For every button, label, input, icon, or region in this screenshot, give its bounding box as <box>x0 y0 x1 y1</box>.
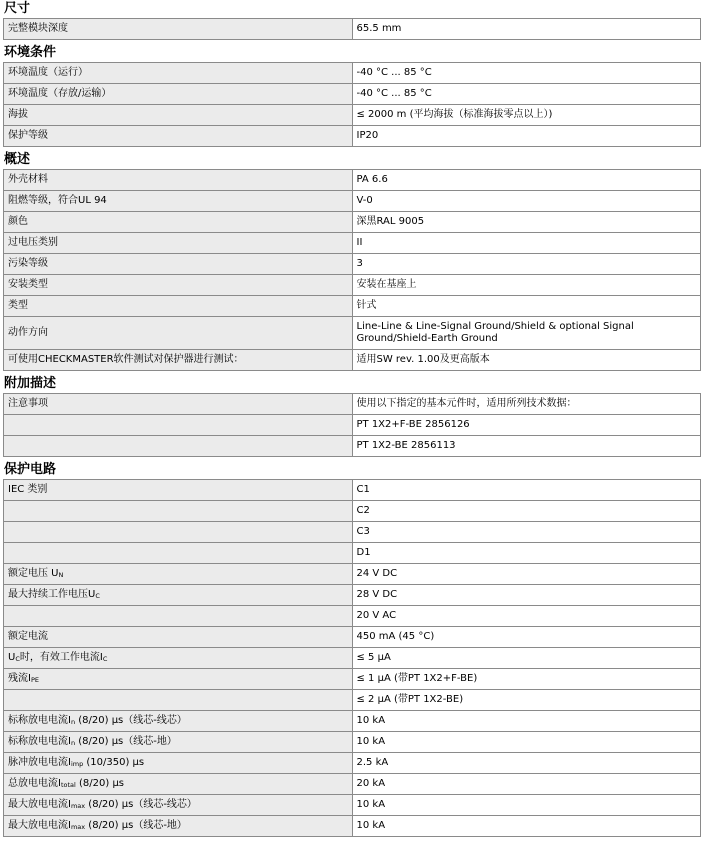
row-value: 2.5 kA <box>352 753 701 774</box>
table-row <box>4 19 701 40</box>
section-title-general: 概述 <box>4 152 31 167</box>
row-label: 保护等级 <box>4 126 353 147</box>
label-text: 标称放电电流I <box>8 714 71 726</box>
table-row <box>4 212 701 233</box>
section-title-dimensions: 尺寸 <box>4 1 31 16</box>
row-label <box>4 522 353 543</box>
label-text-after: (8/20) μs（线芯-地） <box>85 819 187 831</box>
label-subscript: C <box>15 654 20 663</box>
row-value: -40 °C ... 85 °C <box>352 84 701 105</box>
row-label <box>4 436 353 457</box>
table-row <box>4 732 701 753</box>
row-value: II <box>352 233 701 254</box>
table-row <box>4 233 701 254</box>
table-row <box>4 648 701 669</box>
table-row <box>4 296 701 317</box>
table-row <box>4 275 701 296</box>
row-value: PA 6.6 <box>352 170 701 191</box>
row-label <box>4 501 353 522</box>
label-subscript: n <box>70 738 76 747</box>
row-value: Line-Line & Line-Signal Ground/Shield & optional Signal Ground/Shield-Earth Ground <box>352 317 701 350</box>
row-value: C3 <box>352 522 701 543</box>
section-title-environment: 环境条件 <box>4 45 57 60</box>
table-row <box>4 317 701 350</box>
table-row <box>4 585 701 606</box>
row-label <box>4 415 353 436</box>
row-label <box>4 711 353 732</box>
row-value: -40 °C ... 85 °C <box>352 63 701 84</box>
row-label: IEC 类别 <box>4 480 353 501</box>
row-value: 10 kA <box>352 732 701 753</box>
spec-table-environment <box>3 62 701 147</box>
row-label: 过电压类别 <box>4 233 353 254</box>
table-row <box>4 711 701 732</box>
row-label <box>4 543 353 564</box>
label-subscript: n <box>70 717 76 726</box>
label-text: U <box>8 651 16 663</box>
row-value: PT 1X2+F-BE 2856126 <box>352 415 701 436</box>
datasheet-page <box>3 0 703 841</box>
row-label: 污染等级 <box>4 254 353 275</box>
row-label: 完整模块深度 <box>4 19 353 40</box>
row-value: ≤ 2000 m (平均海拔（标准海拔零点以上）) <box>352 105 701 126</box>
row-label <box>4 816 353 837</box>
spec-table-general <box>3 169 701 371</box>
table-row <box>4 627 701 648</box>
row-value: 28 V DC <box>352 585 701 606</box>
label-text-after: (8/20) μs <box>75 777 125 789</box>
table-row <box>4 191 701 212</box>
row-value: V-0 <box>352 191 701 212</box>
table-row <box>4 774 701 795</box>
row-value: 450 mA (45 °C) <box>352 627 701 648</box>
label-text: 最大放电电流I <box>8 819 71 831</box>
table-row <box>4 63 701 84</box>
table-row <box>4 415 701 436</box>
row-label: 环境温度（运行） <box>4 63 353 84</box>
row-value: 深黑RAL 9005 <box>352 212 701 233</box>
row-value: 10 kA <box>352 795 701 816</box>
row-value: 针式 <box>352 296 701 317</box>
row-value: 适用SW rev. 1.00及更高版本 <box>352 350 701 371</box>
table-row <box>4 522 701 543</box>
table-row <box>4 795 701 816</box>
table-row <box>4 564 701 585</box>
table-row <box>4 606 701 627</box>
table-row <box>4 480 701 501</box>
row-value: 65.5 mm <box>352 19 701 40</box>
row-label <box>4 795 353 816</box>
row-label: 阻燃等级，符合UL 94 <box>4 191 353 212</box>
row-label <box>4 564 353 585</box>
table-row <box>4 816 701 837</box>
section-title-protective-circuit: 保护电路 <box>4 462 57 477</box>
table-row <box>4 394 701 415</box>
label-text: 总放电电流I <box>8 777 61 789</box>
row-label <box>4 690 353 711</box>
table-row <box>4 170 701 191</box>
label-text-after: (10/350) μs <box>83 756 145 768</box>
label-text: 最大放电电流I <box>8 798 71 810</box>
row-value: D1 <box>352 543 701 564</box>
label-text-after: 时，有效工作电流I <box>19 651 103 663</box>
row-label: 外壳材料 <box>4 170 353 191</box>
table-row <box>4 105 701 126</box>
label-text-after: (8/20) μs（线芯-地） <box>75 735 177 747</box>
row-label <box>4 774 353 795</box>
spec-table-protective-circuit <box>3 479 701 837</box>
table-row <box>4 84 701 105</box>
label-text: 额定电压 U <box>8 567 59 579</box>
row-label: 额定电流 <box>4 627 353 648</box>
row-label <box>4 648 353 669</box>
row-label: 环境温度（存放/运输） <box>4 84 353 105</box>
row-value: 10 kA <box>352 711 701 732</box>
row-label: 注意事项 <box>4 394 353 415</box>
table-row <box>4 350 701 371</box>
row-value: 安装在基座上 <box>352 275 701 296</box>
label-subscript: max <box>70 801 86 810</box>
table-row <box>4 501 701 522</box>
row-label <box>4 585 353 606</box>
label-subscript: PE <box>30 675 39 684</box>
row-label <box>4 669 353 690</box>
spec-table-additional <box>3 393 701 457</box>
row-value: 20 V AC <box>352 606 701 627</box>
section-title-additional: 附加描述 <box>4 376 57 391</box>
spec-table-dimensions <box>3 18 701 40</box>
table-row <box>4 436 701 457</box>
label-text: 最大持续工作电压U <box>8 588 96 600</box>
row-label: 可使用CHECKMASTER软件测试对保护器进行测试： <box>4 350 353 371</box>
table-row <box>4 543 701 564</box>
row-value: IP20 <box>352 126 701 147</box>
row-value: ≤ 2 μA (带PT 1X2-BE) <box>352 690 701 711</box>
label-subscript: N <box>58 570 64 579</box>
label-text: 标称放电电流I <box>8 735 71 747</box>
row-value: 24 V DC <box>352 564 701 585</box>
row-value: PT 1X2-BE 2856113 <box>352 436 701 457</box>
label-subscript: total <box>60 780 76 789</box>
table-row <box>4 254 701 275</box>
label-text-after: (8/20) μs（线芯-线芯） <box>85 798 197 810</box>
row-label: 类型 <box>4 296 353 317</box>
row-value: ≤ 5 μA <box>352 648 701 669</box>
label-text: 残流I <box>8 672 31 684</box>
label-text: 脉冲放电电流I <box>8 756 71 768</box>
row-label: 颜色 <box>4 212 353 233</box>
row-value: 使用以下指定的基本元件时，适用所列技术数据： <box>352 394 701 415</box>
label-subscript-2: C <box>102 654 108 663</box>
table-row <box>4 126 701 147</box>
label-subscript: C <box>95 591 100 600</box>
row-label: 安装类型 <box>4 275 353 296</box>
table-row <box>4 690 701 711</box>
row-label: 动作方向 <box>4 317 353 350</box>
table-row <box>4 669 701 690</box>
row-value: C1 <box>352 480 701 501</box>
label-subscript: max <box>70 822 86 831</box>
label-text-after: (8/20) μs（线芯-线芯） <box>75 714 187 726</box>
row-label: 海拔 <box>4 105 353 126</box>
row-value: ≤ 1 μA (带PT 1X2+F-BE) <box>352 669 701 690</box>
table-row <box>4 753 701 774</box>
row-value: 20 kA <box>352 774 701 795</box>
row-label <box>4 732 353 753</box>
row-label <box>4 753 353 774</box>
label-subscript: imp <box>70 759 84 768</box>
row-value: C2 <box>352 501 701 522</box>
row-value: 3 <box>352 254 701 275</box>
row-value: 10 kA <box>352 816 701 837</box>
row-label <box>4 606 353 627</box>
